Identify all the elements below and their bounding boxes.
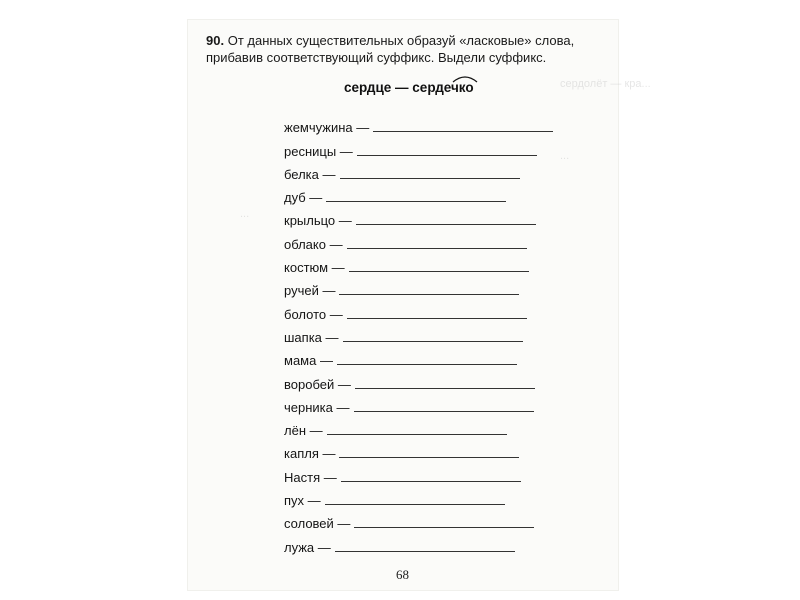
page-number: 68 xyxy=(396,567,409,582)
answer-blank-line[interactable] xyxy=(325,503,505,505)
word-row xyxy=(284,393,553,416)
word-row xyxy=(284,113,553,136)
word-label: болото — xyxy=(284,306,343,322)
word-row xyxy=(284,229,553,252)
word-row xyxy=(284,486,553,509)
word-label: соловей — xyxy=(284,516,351,532)
exercise-instruction xyxy=(206,32,606,66)
word-row xyxy=(284,439,553,462)
answer-blank-line[interactable] xyxy=(339,456,519,458)
bleed-through-text: сердолёт — кра... xyxy=(560,78,651,90)
bleed-through-text: ... xyxy=(560,150,570,162)
exercise-number: 90. xyxy=(206,33,225,48)
word-label: белка — xyxy=(284,166,336,182)
word-label: шапка — xyxy=(284,329,339,345)
answer-blank-line[interactable] xyxy=(354,410,534,412)
answer-blank-line[interactable] xyxy=(335,550,515,552)
word-row xyxy=(284,509,553,532)
word-label: лён — xyxy=(284,423,323,439)
answer-blank-line[interactable] xyxy=(343,340,523,342)
word-row xyxy=(284,532,553,555)
answer-blank-line[interactable] xyxy=(326,200,506,202)
word-row xyxy=(284,206,553,229)
suffix-arc-mark xyxy=(452,73,478,83)
answer-blank-line[interactable] xyxy=(347,317,527,319)
word-label: черника — xyxy=(284,399,350,415)
word-row xyxy=(284,299,553,322)
example-text: сердце — сердечко xyxy=(344,80,474,95)
answer-blank-line[interactable] xyxy=(356,223,536,225)
answer-blank-line[interactable] xyxy=(373,130,553,132)
answer-blank-line[interactable] xyxy=(347,247,527,249)
answer-blank-line[interactable] xyxy=(349,270,529,272)
word-row xyxy=(284,183,553,206)
word-row xyxy=(284,369,553,392)
word-label: облако — xyxy=(284,236,343,252)
example-pair xyxy=(344,80,474,95)
word-label: костюм — xyxy=(284,260,345,276)
bleed-through-text: ... xyxy=(240,208,250,220)
answer-blank-line[interactable] xyxy=(357,154,537,156)
word-label: ручей — xyxy=(284,283,336,299)
word-label: жемчужина — xyxy=(284,120,370,136)
word-label: пух — xyxy=(284,493,321,509)
answer-blank-line[interactable] xyxy=(354,526,534,528)
answer-blank-line[interactable] xyxy=(341,480,521,482)
word-row xyxy=(284,462,553,485)
word-label: Настя — xyxy=(284,469,337,485)
exercise-text: От данных существительных образуй «ласковые» слова, прибавив соответствующий суффикс. Выдели суффикс. xyxy=(206,33,575,65)
word-row xyxy=(284,346,553,369)
answer-blank-line[interactable] xyxy=(355,387,535,389)
answer-blank-line[interactable] xyxy=(337,363,517,365)
word-row xyxy=(284,323,553,346)
word-label: ресницы — xyxy=(284,143,353,159)
word-row xyxy=(284,416,553,439)
word-label: воробей — xyxy=(284,376,351,392)
word-row xyxy=(284,136,553,159)
word-label: лужа — xyxy=(284,539,331,555)
answer-blank-line[interactable] xyxy=(339,293,519,295)
word-label: капля — xyxy=(284,446,336,462)
word-label: дуб — xyxy=(284,190,323,206)
word-list xyxy=(284,113,553,556)
answer-blank-line[interactable] xyxy=(340,177,520,179)
word-row xyxy=(284,276,553,299)
answer-blank-line[interactable] xyxy=(327,433,507,435)
word-row xyxy=(284,253,553,276)
word-label: крыльцо — xyxy=(284,213,352,229)
word-label: мама — xyxy=(284,353,333,369)
word-row xyxy=(284,160,553,183)
